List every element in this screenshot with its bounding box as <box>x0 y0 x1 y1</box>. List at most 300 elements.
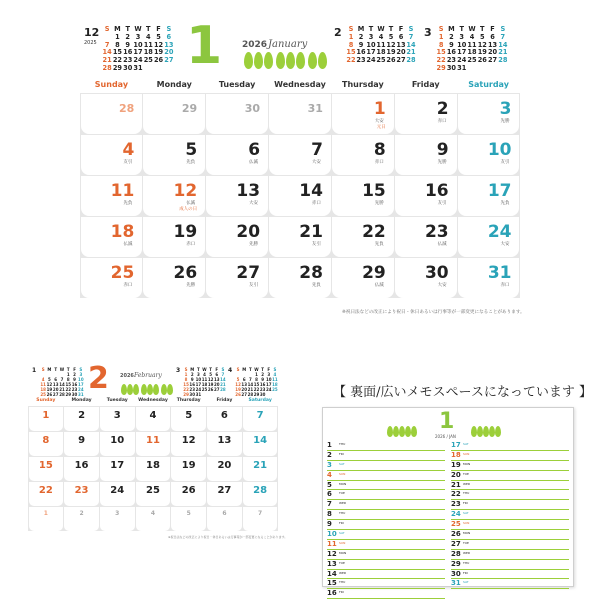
mini-weekday: T <box>146 25 151 33</box>
rokuyo-label: 大安 <box>374 118 384 124</box>
day-number: 15 <box>362 180 386 201</box>
memo-weekday: MON <box>463 461 471 466</box>
mini-weekday: T <box>248 367 252 372</box>
mini-calendar-march <box>176 367 226 397</box>
mini-weekday: S <box>348 25 354 33</box>
mini-month-number: 3 <box>176 367 181 374</box>
day-number: 28 <box>119 101 135 115</box>
rokuyo-label: 赤口 <box>500 282 510 288</box>
mini-day: 15 <box>346 48 356 57</box>
date-cell <box>64 482 99 506</box>
mini-day: 31 <box>457 63 467 72</box>
day-number: 11 <box>146 434 160 446</box>
mini-day: 30 <box>259 392 266 397</box>
mini-day: 5 <box>156 32 161 41</box>
memo-day-number: 11 <box>327 539 337 548</box>
mini-day: 18 <box>272 382 278 387</box>
mini-weekday: F <box>490 25 495 33</box>
date-cell <box>458 176 520 216</box>
holiday-label: 成人の日 <box>179 206 198 212</box>
mini-day: 22 <box>346 56 356 65</box>
day-number: 8 <box>42 434 50 446</box>
date-cell <box>269 94 331 134</box>
mini-day: 22 <box>436 56 446 65</box>
date-cell <box>243 482 278 506</box>
memo-row <box>327 530 445 540</box>
memo-day-number: 1 <box>327 441 332 449</box>
mini-day: 13 <box>213 377 220 382</box>
rokuyo-label: 大安 <box>249 200 259 206</box>
date-cell <box>243 407 278 431</box>
mini-day: 13 <box>487 40 498 49</box>
mini-day: 23 <box>356 56 366 65</box>
mini-weekday: T <box>209 367 212 372</box>
mini-day: 17 <box>457 48 467 57</box>
mini-day <box>164 65 174 73</box>
date-cell <box>243 457 278 481</box>
mini-day: 20 <box>164 48 174 57</box>
mini-day: 12 <box>235 382 241 387</box>
mini-weekday: T <box>459 25 464 33</box>
mini-day: 1 <box>184 372 188 377</box>
memo-weekday: WED <box>339 501 347 506</box>
memo-weekday: FRI <box>463 501 468 506</box>
date-cell <box>100 457 135 481</box>
mini-day: 27 <box>164 56 174 65</box>
memo-day-number: 28 <box>451 549 461 558</box>
date-cell <box>458 94 520 134</box>
mini-day: 28 <box>498 56 508 65</box>
footnote: ※祝日法などの改正により祝日・休日あるいは行事等が一部変更になることがあります。 <box>342 310 525 315</box>
date-cell <box>206 94 268 134</box>
day-number: 30 <box>424 262 449 283</box>
mini-day: 25 <box>376 56 386 65</box>
mini-day: 31 <box>78 392 84 397</box>
date-cell <box>269 176 331 216</box>
mini-grid <box>40 367 84 397</box>
mini-day: 23 <box>189 387 195 392</box>
mini-day: 27 <box>52 392 59 397</box>
leaf-decoration <box>244 52 340 72</box>
day-number: 5 <box>186 509 191 517</box>
mini-day: 19 <box>207 382 214 387</box>
mini-day: 22 <box>183 387 189 392</box>
date-cell <box>207 482 242 506</box>
weekday-label: Friday <box>207 398 243 406</box>
day-number: 22 <box>362 221 386 242</box>
memo-column-right <box>451 441 569 589</box>
mini-day: 7 <box>60 377 64 382</box>
weekday-label: Monday <box>64 398 100 406</box>
weekday-label: Sunday <box>80 80 143 94</box>
memo-day-number: 6 <box>327 490 332 499</box>
mini-weekday: T <box>480 25 485 33</box>
mini-grid <box>436 26 508 73</box>
memo-row <box>451 510 569 520</box>
mini-day: 3 <box>135 32 141 41</box>
date-cell <box>81 176 143 216</box>
mini-day: 17 <box>133 48 143 57</box>
memo-row <box>451 471 569 481</box>
mini-day: 17 <box>265 382 272 387</box>
mini-weekday: W <box>254 367 259 372</box>
mini-day: 4 <box>378 32 384 41</box>
memo-row <box>327 461 445 471</box>
mini-day: 10 <box>195 377 202 382</box>
mini-grid <box>346 26 416 65</box>
date-cell <box>243 432 278 456</box>
mini-day: 21 <box>247 387 254 392</box>
memo-day-number: 2 <box>327 450 332 459</box>
leaf-decoration-right <box>471 422 501 441</box>
rokuyo-label: 先負 <box>186 159 196 165</box>
mini-day: 5 <box>388 32 394 41</box>
mini-day: 21 <box>102 56 112 65</box>
day-number: 6 <box>222 509 227 517</box>
rokuyo-label: 先勝 <box>374 200 384 206</box>
memo-row <box>327 500 445 510</box>
rokuyo-label: 大安 <box>500 241 510 247</box>
mini-day: 18 <box>376 48 386 57</box>
mini-day: 27 <box>241 392 247 397</box>
date-cell <box>332 217 394 257</box>
memo-day-number: 15 <box>327 579 337 588</box>
mini-day: 9 <box>261 377 265 382</box>
mini-weekday: M <box>47 367 52 372</box>
holiday-label: 元日 <box>376 124 386 130</box>
date-grid <box>80 93 520 298</box>
mini-weekday: S <box>79 367 83 372</box>
mini-day: 22 <box>112 56 123 65</box>
day-number: 26 <box>181 484 196 496</box>
mini-day: 29 <box>183 392 189 397</box>
memo-day-number: 23 <box>451 500 461 509</box>
date-cell <box>100 407 135 431</box>
mini-day: 27 <box>487 56 498 65</box>
weekday-label: Saturday <box>457 80 520 94</box>
mini-day: 14 <box>498 40 508 49</box>
memo-day-number: 19 <box>451 460 461 469</box>
date-cell <box>29 507 64 531</box>
mini-day: 12 <box>46 382 53 387</box>
day-number: 1 <box>43 509 48 517</box>
mini-day: 19 <box>477 48 487 57</box>
rokuyo-label: 友引 <box>311 241 321 247</box>
date-cell <box>143 176 205 216</box>
leaf-icon <box>276 52 285 69</box>
mini-weekday: S <box>184 367 188 372</box>
date-cell <box>64 407 99 431</box>
weekday-label: Friday <box>394 80 457 94</box>
mini-weekday: T <box>125 25 130 33</box>
memo-column-left <box>327 441 445 599</box>
mini-day: 9 <box>125 40 130 49</box>
mini-weekday: S <box>104 25 110 33</box>
mini-day: 18 <box>40 387 46 392</box>
weekday-label: Thursday <box>331 80 394 94</box>
weekday-header <box>28 398 278 406</box>
leaf-icon <box>411 426 417 437</box>
mini-grid <box>235 367 278 397</box>
rokuyo-label: 赤口 <box>123 282 133 288</box>
mini-weekday: T <box>388 25 394 33</box>
date-cell <box>458 258 520 298</box>
memo-weekday: MON <box>463 531 471 536</box>
mini-day: 10 <box>366 40 376 49</box>
mini-day: 25 <box>201 387 208 392</box>
mini-day: 20 <box>487 48 498 57</box>
date-cell <box>171 507 206 531</box>
leaf-icon <box>296 52 305 69</box>
mini-day <box>272 392 278 397</box>
mini-weekday: S <box>500 25 506 33</box>
rokuyo-label: 仏滅 <box>123 241 133 247</box>
mini-day: 19 <box>386 48 396 57</box>
memo-row <box>451 550 569 560</box>
mini-weekday: S <box>221 367 225 372</box>
leaf-icon <box>308 52 317 69</box>
date-cell <box>81 135 143 175</box>
day-number: 19 <box>181 459 196 471</box>
day-number: 12 <box>181 434 196 446</box>
memo-day-number: 3 <box>327 460 332 469</box>
date-cell <box>171 482 206 506</box>
mini-day: 6 <box>215 372 219 377</box>
memo-day-number: 17 <box>451 441 461 449</box>
mini-day: 30 <box>189 392 195 397</box>
memo-weekday: MON <box>339 550 347 555</box>
mini-day: 16 <box>356 48 366 57</box>
rokuyo-label: 先勝 <box>500 118 510 124</box>
mini-day: 15 <box>253 382 260 387</box>
memo-weekday: SAT <box>463 442 469 446</box>
mini-day: 27 <box>213 387 220 392</box>
mini-day <box>498 65 508 73</box>
memo-row <box>451 490 569 500</box>
mini-day: 4 <box>41 377 45 382</box>
mini-day: 23 <box>71 387 78 392</box>
february-calendar <box>28 361 288 545</box>
weekday-label: Monday <box>143 80 206 94</box>
memo-weekday: THU <box>339 580 346 585</box>
memo-day-number: 9 <box>327 520 332 529</box>
day-number: 7 <box>311 139 323 160</box>
date-cell <box>143 258 205 298</box>
rokuyo-label: 大安 <box>437 282 447 288</box>
memo-weekday: FRI <box>339 521 344 526</box>
mini-calendar-march <box>424 24 516 88</box>
date-cell <box>100 482 135 506</box>
mini-weekday: W <box>468 25 476 33</box>
mini-day: 15 <box>183 382 189 387</box>
mini-weekday: W <box>202 367 207 372</box>
day-number: 23 <box>74 484 89 496</box>
mini-day: 21 <box>406 48 416 57</box>
memo-row <box>451 570 569 580</box>
mini-day: 8 <box>438 40 444 49</box>
mini-day: 21 <box>498 48 508 57</box>
mini-weekday: S <box>408 25 414 33</box>
day-number: 17 <box>487 180 512 201</box>
date-cell <box>100 507 135 531</box>
leaf-icon <box>133 384 139 395</box>
memo-weekday: SAT <box>463 580 469 585</box>
mini-day: 5 <box>236 377 240 382</box>
mini-day: 28 <box>102 63 112 72</box>
month-number: 1 <box>186 16 223 76</box>
mini-day: 14 <box>406 40 416 49</box>
month-number: 1 <box>439 409 455 434</box>
weekday-label: Wednesday <box>135 398 171 406</box>
mini-day: 25 <box>143 56 153 65</box>
date-cell <box>207 432 242 456</box>
rokuyo-label: 仏滅 <box>249 159 259 165</box>
day-number: 25 <box>110 262 135 283</box>
date-cell <box>395 94 457 134</box>
date-cell <box>206 217 268 257</box>
mini-day: 20 <box>213 382 220 387</box>
mini-day: 9 <box>449 40 454 49</box>
memo-weekday: WED <box>463 481 471 486</box>
mini-day: 26 <box>46 392 53 397</box>
memo-weekday: FRI <box>339 590 344 595</box>
memo-row <box>451 540 569 550</box>
date-cell <box>206 258 268 298</box>
leaf-icon <box>286 52 295 69</box>
date-cell <box>136 432 171 456</box>
memo-day-number: 14 <box>327 569 337 578</box>
memo-weekday: SAT <box>463 511 469 516</box>
weekday-label: Tuesday <box>99 398 135 406</box>
date-cell <box>29 407 64 431</box>
mini-day: 25 <box>272 387 278 392</box>
mini-day: 14 <box>247 382 254 387</box>
day-number: 21 <box>299 221 323 242</box>
mini-day: 2 <box>190 372 194 377</box>
mini-day: 7 <box>104 40 110 49</box>
day-number: 9 <box>78 434 86 446</box>
date-cell <box>458 135 520 175</box>
rokuyo-label: 友引 <box>437 200 447 206</box>
mini-day: 2 <box>125 32 130 41</box>
rokuyo-label: 先勝 <box>437 159 447 165</box>
memo-weekday: TUE <box>463 540 469 545</box>
memo-row <box>327 481 445 491</box>
memo-day-number: 26 <box>451 530 461 539</box>
date-cell <box>143 217 205 257</box>
mini-day: 23 <box>259 387 266 392</box>
memo-day-number: 22 <box>451 490 461 499</box>
memo-day-number: 27 <box>451 539 461 548</box>
day-number: 10 <box>110 434 125 446</box>
day-number: 17 <box>110 459 125 471</box>
day-number: 18 <box>110 221 135 242</box>
mini-weekday: M <box>190 367 195 372</box>
day-number: 24 <box>110 484 125 496</box>
memo-row <box>451 560 569 570</box>
mini-day: 3 <box>368 32 374 41</box>
mini-day <box>477 65 487 73</box>
mini-month-number: 2 <box>334 26 342 39</box>
day-number: 5 <box>185 409 193 421</box>
weekday-label: Tuesday <box>206 80 269 94</box>
date-grid <box>28 406 278 531</box>
mini-day: 15 <box>436 48 446 57</box>
date-cell <box>64 457 99 481</box>
memo-weekday: THU <box>339 442 346 446</box>
mini-day: 6 <box>490 32 495 41</box>
mini-day: 26 <box>207 387 214 392</box>
date-cell <box>206 176 268 216</box>
day-number: 7 <box>256 409 264 421</box>
day-number: 2 <box>436 98 449 119</box>
mini-day: 20 <box>241 387 247 392</box>
day-number: 24 <box>487 221 512 242</box>
mini-day: 8 <box>66 377 70 382</box>
day-number: 3 <box>113 409 121 421</box>
mini-day: 2 <box>73 372 76 377</box>
date-cell <box>143 94 205 134</box>
date-cell <box>171 407 206 431</box>
mini-weekday: T <box>261 367 264 372</box>
mini-day: 8 <box>184 377 188 382</box>
mini-day: 24 <box>78 387 84 392</box>
memo-weekday: SAT <box>339 461 345 466</box>
day-number: 21 <box>253 459 268 471</box>
rokuyo-label: 大安 <box>311 159 321 165</box>
memo-weekday: SUN <box>339 540 346 545</box>
mini-day: 17 <box>195 382 202 387</box>
mini-day: 13 <box>396 40 406 49</box>
leaf-decoration <box>121 380 181 392</box>
memo-day-number: 24 <box>451 510 461 519</box>
memo-day-number: 30 <box>451 569 461 578</box>
day-number: 18 <box>146 459 160 471</box>
day-number: 6 <box>248 139 261 160</box>
mini-calendar-december <box>84 24 174 88</box>
memo-day-number: 18 <box>451 450 461 459</box>
memo-weekday: SAT <box>339 531 345 536</box>
date-cell <box>332 176 394 216</box>
memo-row <box>451 441 569 451</box>
mini-day: 15 <box>65 382 72 387</box>
mini-day: 31 <box>195 392 202 397</box>
mini-day: 24 <box>457 56 467 65</box>
mini-day: 6 <box>242 377 246 382</box>
mini-day: 26 <box>153 56 164 65</box>
mini-day: 30 <box>446 63 457 72</box>
mini-day: 16 <box>123 48 133 57</box>
memo-weekday: FRI <box>339 451 344 456</box>
mini-day <box>487 65 497 73</box>
mini-day: 25 <box>467 56 477 65</box>
mini-weekday: W <box>59 367 65 372</box>
mini-day: 13 <box>164 40 174 49</box>
mini-day: 30 <box>71 392 78 397</box>
date-cell <box>332 258 394 298</box>
memo-row <box>327 510 445 520</box>
memo-row <box>451 451 569 461</box>
day-number: 25 <box>146 484 160 496</box>
date-cell <box>136 482 171 506</box>
leaf-icon <box>167 384 173 395</box>
day-number: 20 <box>217 459 232 471</box>
mini-day: 7 <box>500 32 506 41</box>
day-number: 9 <box>436 139 449 160</box>
memo-weekday: FRI <box>463 570 468 575</box>
weekday-label: Sunday <box>28 398 64 406</box>
memo-day-number: 25 <box>451 520 461 529</box>
